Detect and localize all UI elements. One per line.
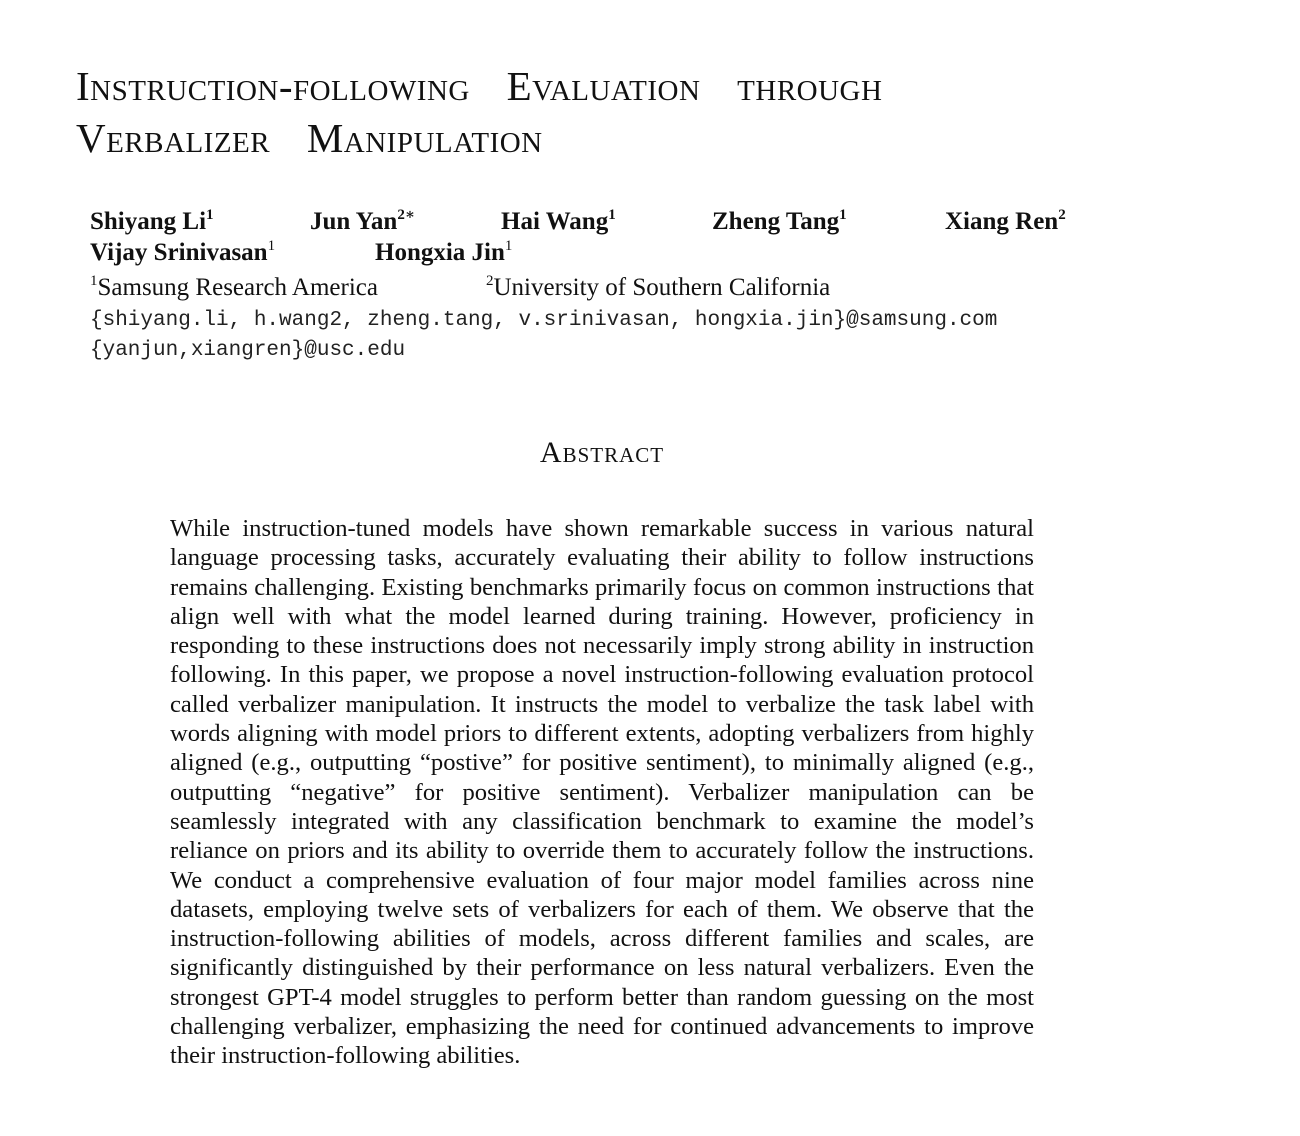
author-name: Xiang Ren	[945, 208, 1059, 235]
author	[501, 208, 616, 236]
email-line-usc: {yanjun,xiangren}@usc.edu	[90, 339, 406, 362]
author-list	[90, 208, 1240, 270]
affiliation	[486, 274, 830, 302]
author-name: Vijay Srinivasan	[90, 239, 268, 266]
affiliation-name: University of Southern California	[493, 274, 831, 301]
email-list	[90, 306, 997, 366]
paper-title-line-2: Verbalizer Manipulation	[76, 115, 543, 161]
affiliation	[90, 274, 378, 302]
author	[375, 239, 512, 267]
author-name: Jun Yan	[310, 208, 398, 235]
author-name: Hai Wang	[501, 208, 609, 235]
author-row-2	[90, 239, 1240, 270]
author	[945, 208, 1066, 236]
author-name: Shiyang Li	[90, 208, 207, 235]
author-name: Hongxia Jin	[375, 239, 505, 266]
email-line-samsung: {shiyang.li, h.wang2, zheng.tang, v.srinivasan, hongxia.jin}@samsung.com	[90, 309, 998, 332]
abstract-heading: Abstract	[539, 436, 665, 469]
affiliation-mark: 1	[90, 273, 98, 289]
author	[90, 208, 214, 236]
author-name: Zheng Tang	[712, 208, 840, 235]
author-affiliation-mark: 1	[839, 207, 847, 223]
affiliation-name: Samsung Research America	[97, 274, 378, 301]
author-row-1	[90, 208, 1240, 239]
author-affiliation-mark: 1	[504, 238, 513, 254]
author-affiliation-mark: 2	[1058, 207, 1066, 223]
author	[712, 208, 847, 236]
abstract-text: While instruction-tuned models have shown remarkable success in various natural language processing tasks, accurately evaluating their ability to follow instructions remains challenging. Existing benchmarks primarily focus on common instructions that align well with what the model learned during training. However, proficiency in responding to these instructions does not necessarily imply strong ability in instruction following. In this paper, we propose a novel instruction-following evaluation protocol called verbalizer manipulation. It instructs the model to verbalize the task label with words aligning with model priors to different extents, adopting verbalizers from highly aligned (e.g., outputting “postive” for positive sentiment), to minimally aligned (e.g., outputting “negative” for positive sentiment). Verbalizer manipulation can be seamlessly integrated with any classification benchmark to examine the model’s reliance on priors and its ability to override them to accurately follow the instructions. We conduct a comprehensive evaluation of four major model families across nine datasets, employing twelve sets of verbalizers for each of them. We observe that the instruction-following abilities of models, across different families and scales, are significantly distinguished by their performance on less natural verbalizers. Even the strongest GPT-4 model struggles to perform better than random guessing on the most challenging verbalizer, emphasizing the need for continued advancements to improve their instruction-following abilities.	[170, 515, 1034, 1070]
author-affiliation-mark: 2∗	[397, 207, 416, 223]
author	[90, 239, 275, 267]
affiliation-mark: 2	[486, 273, 494, 289]
paper-title	[76, 60, 1226, 164]
author-affiliation-mark: 1	[206, 207, 214, 223]
affiliation-list	[90, 274, 1190, 306]
author	[310, 208, 415, 236]
paper-title-line-1: Instruction-following Evaluation through	[76, 63, 883, 109]
author-affiliation-mark: 1	[608, 207, 616, 223]
author-affiliation-mark: 1	[267, 238, 276, 254]
